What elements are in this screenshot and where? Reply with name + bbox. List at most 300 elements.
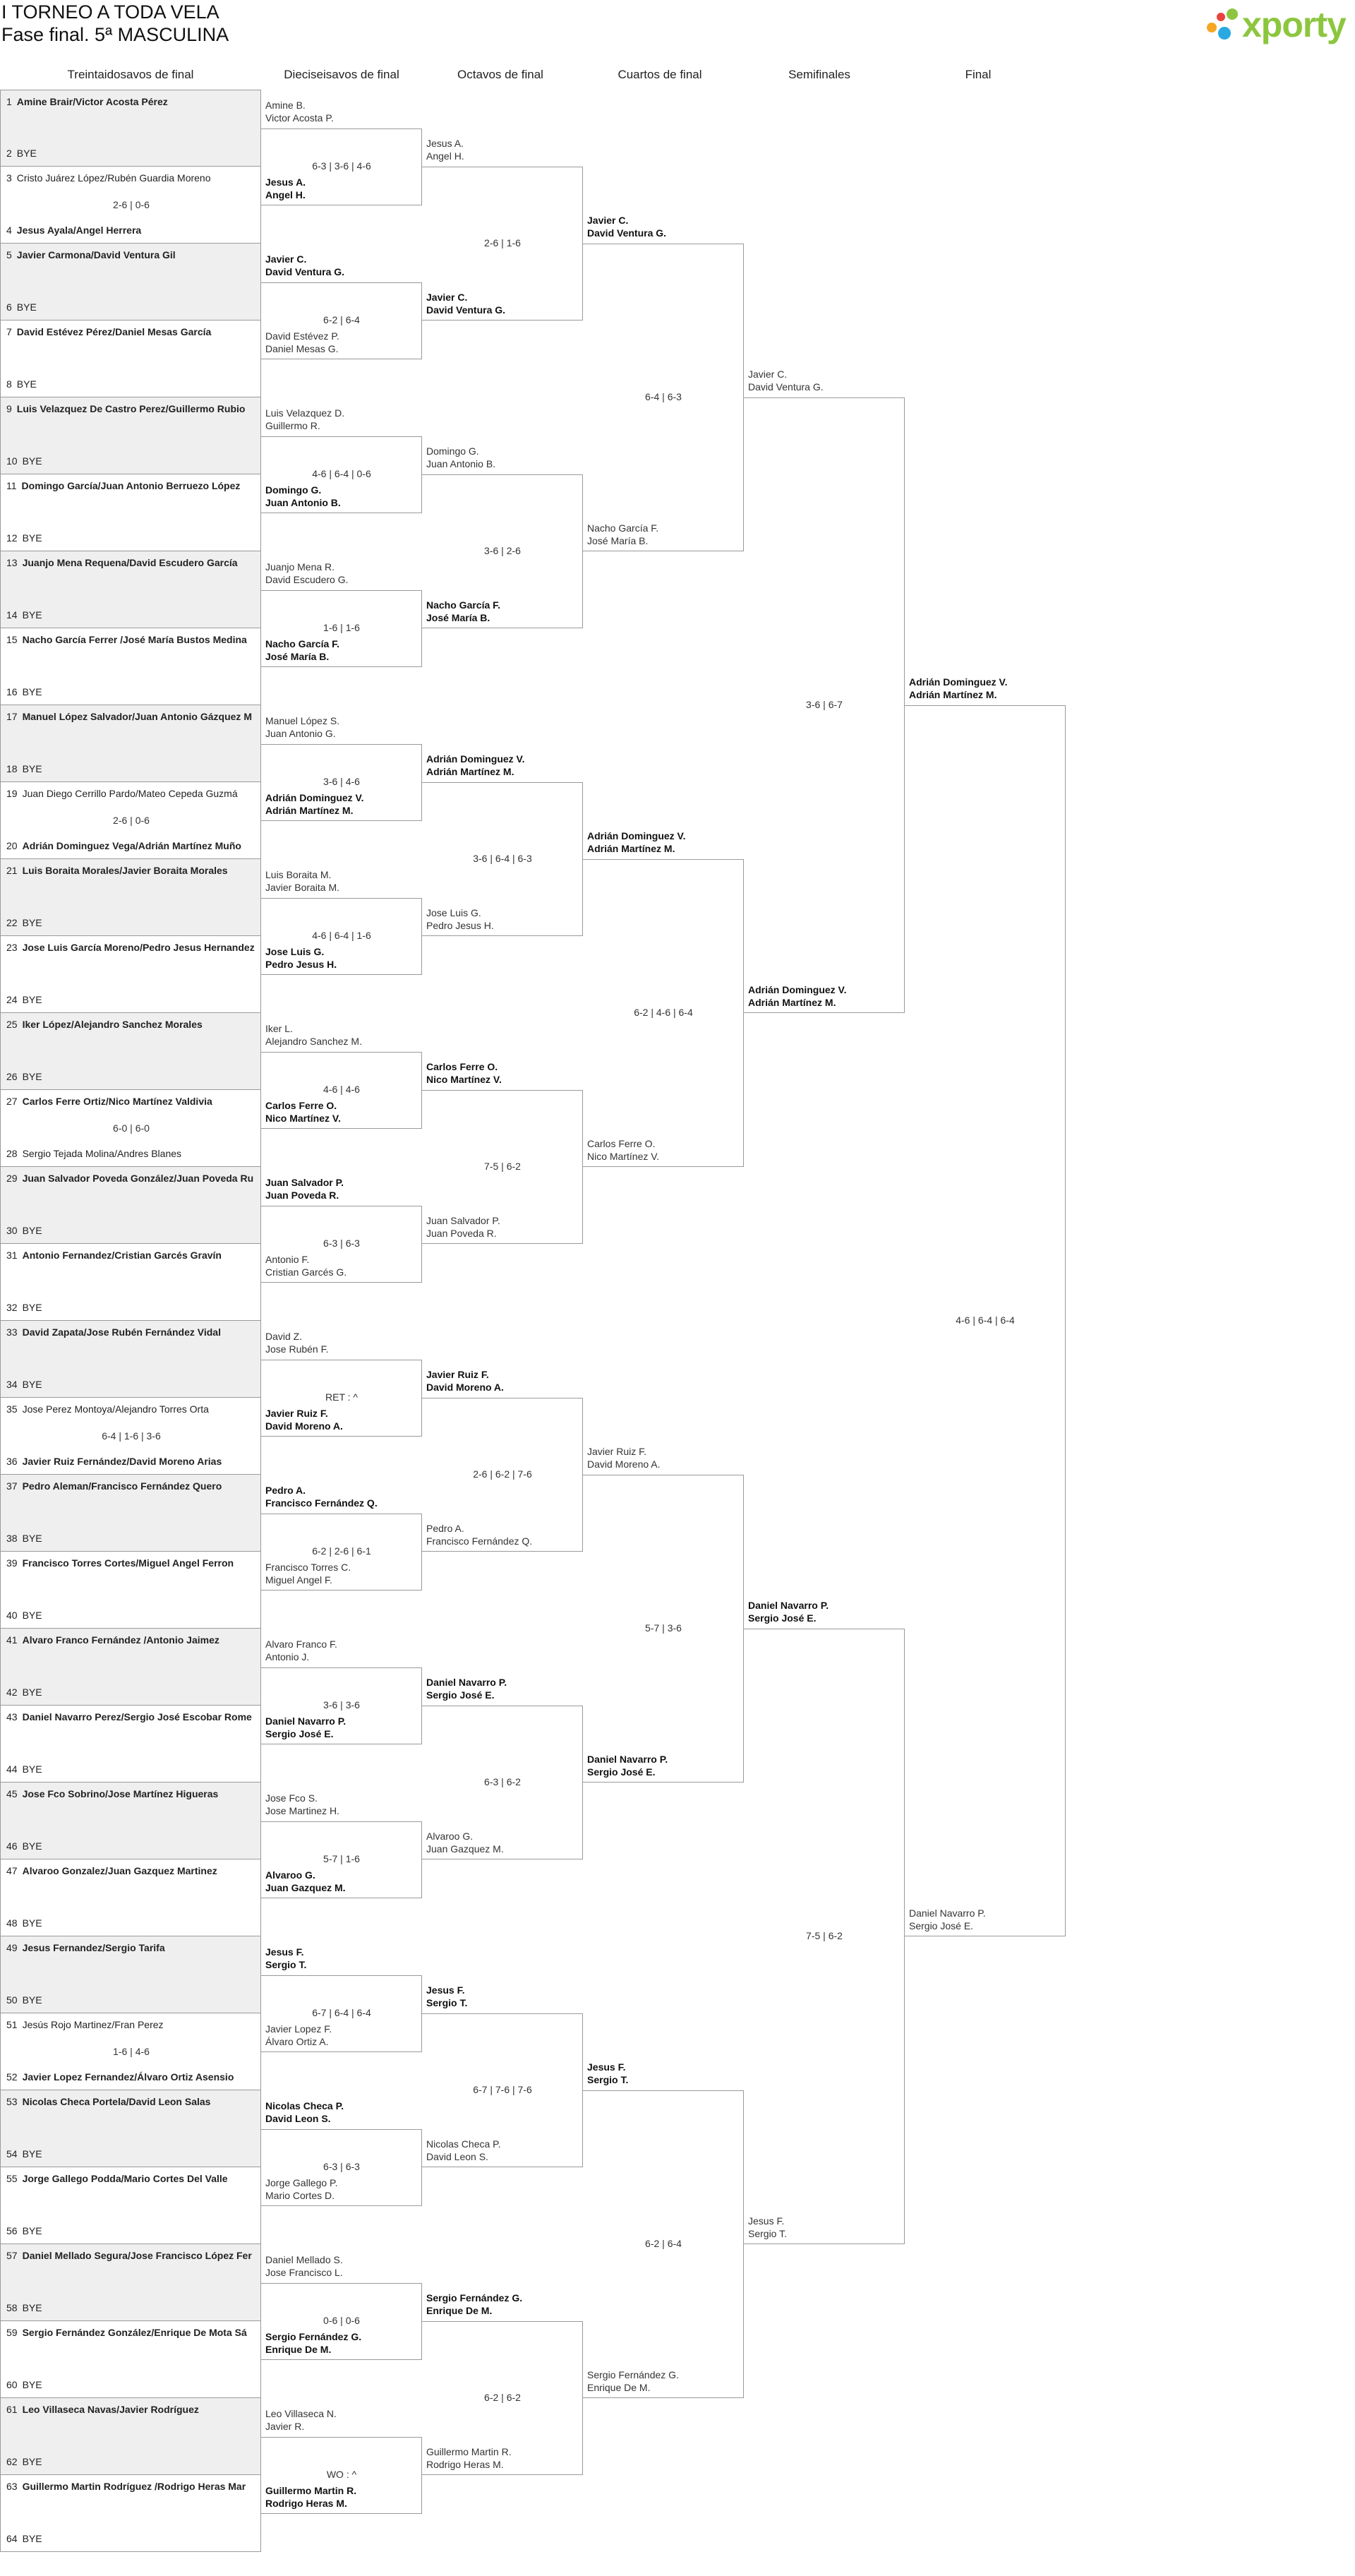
seed-number: 4 (6, 224, 12, 236)
player-entry[interactable] (6, 2071, 234, 2083)
team-player-name[interactable]: Rodrigo Heras M. (265, 2497, 347, 2509)
team-player-name[interactable]: Juan Antonio B. (426, 458, 496, 469)
team-player-name[interactable]: Juan Gazquez M. (265, 1881, 346, 1893)
player-entry[interactable] (6, 1917, 42, 1929)
team-player-name[interactable]: Carlos Ferre O. (265, 1099, 337, 1111)
team-player-name[interactable]: Francisco Fernández Q. (265, 1497, 378, 1509)
team-player-name[interactable]: Alejandro Sanchez M. (265, 1035, 362, 1047)
player-entry[interactable] (6, 1533, 42, 1544)
team-player-name[interactable]: Nico Martínez V. (426, 1074, 502, 1085)
player-name: Francisco Torres Cortes/Miguel Angel Ferron (22, 1557, 234, 1569)
player-entry[interactable] (6, 2019, 164, 2030)
seed-number: 26 (6, 1071, 18, 1082)
player-entry[interactable] (6, 2379, 42, 2390)
team-player-name[interactable]: David Ventura G. (426, 304, 506, 316)
seed-number: 64 (6, 2533, 18, 2544)
player-entry[interactable] (6, 1788, 218, 1799)
team-player-name[interactable]: Adrián Dominguez V. (748, 984, 847, 995)
player-entry[interactable] (6, 763, 42, 774)
seed-number: 25 (6, 1019, 18, 1030)
player-name: BYE (22, 1379, 42, 1390)
seed-number: 49 (6, 1942, 18, 1953)
team-player-name[interactable]: Javier C. (748, 369, 788, 380)
team-player-name[interactable]: Juan Antonio G. (265, 727, 336, 739)
team-player-name[interactable]: Luis Velazquez D. (265, 407, 345, 419)
seed-number: 32 (6, 1302, 18, 1313)
player-entry[interactable] (6, 788, 238, 799)
team-player-name[interactable]: David Moreno A. (587, 1458, 661, 1470)
match-score: 6-2 | 2-6 | 6-1 (312, 1545, 371, 1557)
player-entry[interactable] (6, 378, 37, 390)
player-entry[interactable] (6, 2148, 42, 2159)
match-cell[interactable] (0, 320, 261, 397)
match-cell[interactable] (0, 1013, 261, 1090)
team-player-name[interactable]: Sergio Fernández G. (587, 2369, 679, 2380)
team-player-name[interactable]: Juan Poveda R. (265, 1189, 339, 1201)
team-player-name[interactable]: Juan Gazquez M. (426, 1843, 504, 1855)
team-player-name[interactable]: Jose Rubén F. (265, 1343, 329, 1355)
player-entry[interactable] (6, 249, 176, 260)
match-score: 2-6 | 0-6 (113, 815, 150, 826)
team-player-name[interactable]: Javier Ruiz F. (265, 1407, 328, 1419)
team-player-name[interactable]: Adrián Dominguez V. (265, 791, 364, 803)
match-cell[interactable] (0, 2475, 261, 2552)
team-player-name[interactable]: Alvaroo G. (426, 1831, 474, 1842)
seed-number: 36 (6, 1456, 18, 1467)
team-player-name[interactable]: Nico Martínez V. (587, 1151, 660, 1162)
player-entry[interactable] (6, 2456, 42, 2467)
team-player-name[interactable]: Daniel Navarro P. (909, 1907, 986, 1919)
player-name: Pedro Aleman/Francisco Fernández Quero (22, 1480, 222, 1492)
team-player-name[interactable]: Daniel Mellado S. (265, 2253, 343, 2265)
team-player-name[interactable]: Jose Martinez H. (265, 1804, 340, 1816)
team-player-name[interactable]: Amine B. (265, 99, 306, 111)
team-player-name[interactable]: Rodrigo Heras M. (426, 2459, 504, 2470)
player-entry[interactable] (6, 686, 42, 697)
player-entry[interactable] (6, 1994, 42, 2006)
team-player-name[interactable]: Daniel Mesas G. (265, 342, 339, 354)
team-player-name[interactable]: Jesus A. (265, 176, 306, 188)
match-cell[interactable] (0, 1552, 261, 1629)
seed-number: 33 (6, 1326, 18, 1338)
team-player-name[interactable]: Daniel Navarro P. (426, 1677, 507, 1688)
team-player-name[interactable]: Sergio Fernández G. (265, 2330, 362, 2342)
team-player-name[interactable]: Daniel Navarro P. (748, 1600, 829, 1611)
player-entry[interactable] (6, 2533, 42, 2544)
team-player-name[interactable]: Luis Boraita M. (265, 868, 332, 880)
team-player-name[interactable]: Nicolas Checa P. (426, 2138, 501, 2150)
seed-number: 54 (6, 2148, 18, 2159)
team-player-name[interactable]: José María B. (426, 612, 490, 623)
team-player-name[interactable]: Adrián Dominguez V. (426, 753, 525, 765)
seed-number: 3 (6, 172, 12, 184)
team-player-name[interactable]: Nicolas Checa P. (265, 2099, 344, 2111)
match-score: 6-4 | 6-3 (645, 391, 682, 402)
seed-number: 58 (6, 2302, 18, 2313)
match-score: 6-0 | 6-0 (113, 1122, 150, 1134)
match-cell[interactable] (0, 244, 261, 320)
team-player-name[interactable]: Carlos Ferre O. (426, 1061, 498, 1072)
seed-number: 52 (6, 2071, 18, 2083)
player-entry[interactable] (6, 2096, 210, 2107)
match-cell[interactable] (0, 551, 261, 628)
player-entry[interactable] (6, 1687, 42, 1698)
team-player-name[interactable]: Pedro Jesus H. (265, 958, 337, 970)
team-player-name[interactable]: Enrique De M. (265, 2343, 332, 2355)
team-player-name[interactable]: Adrián Martínez M. (426, 766, 514, 777)
player-entry[interactable] (6, 942, 255, 953)
team-player-name[interactable]: Adrián Dominguez V. (587, 830, 686, 841)
player-name: Sergio Fernández González/Enrique De Mota Sá (22, 2327, 247, 2338)
team-player-name[interactable]: Iker L. (265, 1022, 293, 1034)
player-entry[interactable] (6, 1071, 42, 1082)
seed-number: 38 (6, 1533, 18, 1544)
player-entry[interactable] (6, 634, 247, 645)
match-cell[interactable] (0, 2013, 261, 2090)
team-player-name[interactable]: Antonio J. (265, 1651, 310, 1663)
match-score: 3-6 | 3-6 (323, 1699, 360, 1711)
seed-number: 15 (6, 634, 18, 645)
team-player-name[interactable]: Guillermo Martin R. (265, 2484, 357, 2496)
team-player-name[interactable]: Daniel Navarro P. (265, 1715, 347, 1727)
seed-number: 10 (6, 455, 18, 467)
match-cell[interactable] (0, 1859, 261, 1936)
team-player-name[interactable]: Sergio José E. (748, 1612, 817, 1624)
player-entry[interactable] (6, 865, 228, 876)
seed-number: 24 (6, 994, 18, 1005)
match-cell[interactable] (0, 90, 261, 167)
player-entry[interactable] (6, 2250, 252, 2261)
team-player-name[interactable]: Leo Villaseca N. (265, 2407, 337, 2419)
team-player-name[interactable]: Guillermo Martin R. (426, 2446, 512, 2457)
seed-number: 61 (6, 2404, 18, 2415)
match-cell[interactable] (0, 1321, 261, 1398)
player-entry[interactable] (6, 994, 42, 1005)
team-player-name[interactable]: Jesus F. (426, 1984, 465, 1996)
player-entry[interactable] (6, 1711, 252, 1723)
team-player-name[interactable]: José María B. (265, 650, 330, 662)
player-entry[interactable] (6, 1173, 253, 1184)
team-player-name[interactable]: Sergio Fernández G. (426, 2292, 523, 2304)
team-player-name[interactable]: Jose Luis G. (265, 945, 325, 957)
match-cell[interactable] (0, 2321, 261, 2398)
player-entry[interactable] (6, 1456, 222, 1467)
player-name: Jose Perez Montoya/Alejandro Torres Orta (22, 1403, 209, 1415)
team-player-name[interactable]: Francisco Fernández Q. (426, 1535, 533, 1547)
team-player-name[interactable]: David Ventura G. (265, 265, 345, 277)
team-player-name[interactable]: Álvaro Ortiz A. (265, 2035, 329, 2047)
player-entry[interactable] (6, 1250, 222, 1261)
match-cell[interactable] (0, 167, 261, 244)
team-player-name[interactable]: Jose Luis G. (426, 907, 481, 918)
player-name: Luis Velazquez De Castro Perez/Guillermo Rubio (16, 403, 246, 414)
team-player-name[interactable]: Juan Salvador P. (426, 1215, 500, 1226)
logo-text: xporty (1242, 5, 1346, 44)
team-player-name[interactable]: Victor Acosta P. (265, 112, 334, 124)
team-player-name[interactable]: Cristian Garcés G. (265, 1266, 347, 1278)
match-cell[interactable] (0, 936, 261, 1013)
player-entry[interactable] (6, 557, 238, 568)
team-player-name[interactable]: Juan Salvador P. (265, 1176, 344, 1188)
match-cell[interactable] (0, 2090, 261, 2167)
player-entry[interactable] (6, 2173, 228, 2184)
seed-number: 60 (6, 2379, 18, 2390)
team-player-name[interactable]: David Z. (265, 1330, 303, 1342)
match-cell[interactable] (0, 2244, 261, 2321)
match-cell[interactable] (0, 474, 261, 551)
player-entry[interactable] (6, 2327, 247, 2338)
match-score: 6-2 | 6-4 (645, 2238, 682, 2249)
seed-number: 53 (6, 2096, 18, 2107)
team-player-name[interactable]: Sergio José E. (587, 1766, 656, 1778)
team-player-name[interactable]: Manuel López S. (265, 714, 340, 726)
match-cell[interactable] (0, 1475, 261, 1552)
player-entry[interactable] (6, 1634, 219, 1646)
player-entry[interactable] (6, 148, 37, 159)
match-cell[interactable] (0, 705, 261, 782)
team-player-name[interactable]: Alvaro Franco F. (265, 1638, 337, 1650)
team-player-name[interactable]: Pedro Jesus H. (426, 920, 494, 931)
team-player-name[interactable]: Jose Francisco L. (265, 2266, 343, 2278)
player-entry[interactable] (6, 1326, 221, 1338)
player-entry[interactable] (6, 301, 37, 313)
match-score: 4-6 | 6-4 | 0-6 (312, 468, 371, 479)
player-entry[interactable] (6, 2481, 246, 2492)
team-player-name[interactable]: Adrián Martínez M. (748, 997, 836, 1008)
team-player-name[interactable]: Francisco Torres C. (265, 1561, 351, 1573)
team-player-name[interactable]: David Moreno A. (426, 1382, 504, 1393)
player-name: BYE (16, 148, 37, 159)
round-header: Treintaidosavos de final (67, 68, 194, 81)
team-player-name[interactable]: Javier Boraita M. (265, 881, 340, 893)
logo-dot-icon (1207, 23, 1217, 32)
player-entry[interactable] (6, 1763, 42, 1775)
player-entry[interactable] (6, 2225, 42, 2236)
seed-number: 9 (6, 403, 12, 414)
team-player-name[interactable]: Sergio T. (587, 2074, 629, 2085)
player-entry[interactable] (6, 1942, 165, 1953)
player-name: Jesús Rojo Martinez/Fran Perez (22, 2019, 164, 2030)
team-player-name[interactable]: Sergio T. (426, 1997, 468, 2008)
seed-number: 37 (6, 1480, 18, 1492)
player-name: BYE (22, 763, 42, 774)
match-cell[interactable] (0, 1090, 261, 1167)
seed-number: 42 (6, 1687, 18, 1698)
team-player-name[interactable]: David Leon S. (265, 2112, 331, 2124)
player-name: BYE (22, 686, 42, 697)
team-player-name[interactable]: Jesus A. (426, 138, 464, 149)
team-player-name[interactable]: Pedro A. (265, 1484, 306, 1496)
seed-number: 63 (6, 2481, 18, 2492)
player-name: BYE (22, 1533, 42, 1544)
seed-number: 28 (6, 1148, 18, 1159)
player-name: Juanjo Mena Requena/David Escudero García (22, 557, 238, 568)
team-player-name[interactable]: Javier Ruiz F. (587, 1446, 647, 1457)
player-entry[interactable] (6, 1019, 203, 1030)
player-name: Jose Luis García Moreno/Pedro Jesus Hernandez (22, 942, 255, 953)
player-entry[interactable] (6, 1096, 212, 1107)
team-player-name[interactable]: Alvaroo G. (265, 1869, 315, 1881)
team-player-name[interactable]: Angel H. (265, 188, 306, 200)
match-cell[interactable] (0, 1167, 261, 1244)
player-entry[interactable] (6, 224, 141, 236)
team-player-name[interactable]: Javier Lopez F. (265, 2023, 332, 2035)
match-cell[interactable] (0, 1936, 261, 2013)
match-cell[interactable] (0, 1398, 261, 1475)
team-player-name[interactable]: David Ventura G. (587, 227, 667, 239)
match-score: 6-2 | 6-2 (484, 2392, 521, 2403)
match-cell[interactable] (0, 1629, 261, 1706)
team-player-name[interactable]: Adrián Martínez M. (909, 689, 997, 700)
player-entry[interactable] (6, 711, 252, 722)
player-name: BYE (22, 2225, 42, 2236)
player-entry[interactable] (6, 1225, 42, 1236)
match-cell[interactable] (0, 628, 261, 705)
team-player-name[interactable]: Adrián Martínez M. (265, 804, 354, 816)
team-player-name[interactable]: José María B. (587, 535, 649, 546)
match-score: 0-6 | 0-6 (323, 2315, 360, 2326)
seed-number: 45 (6, 1788, 18, 1799)
team-player-name[interactable]: Nacho García F. (265, 637, 340, 649)
player-entry[interactable] (6, 1610, 42, 1621)
team-player-name[interactable]: Sergio José E. (265, 1727, 334, 1739)
match-score: 7-5 | 6-2 (806, 1930, 843, 1941)
team-player-name[interactable]: Domingo G. (426, 445, 479, 457)
match-score: 6-4 | 1-6 | 3-6 (102, 1430, 161, 1442)
match-score: WO : ^ (326, 2469, 357, 2480)
seed-number: 48 (6, 1917, 18, 1929)
team-player-name[interactable]: Angel H. (426, 150, 464, 162)
player-name: Daniel Navarro Perez/Sergio José Escobar Rome (22, 1711, 252, 1723)
team-player-name[interactable]: Jesus F. (748, 2215, 785, 2227)
team-player-name[interactable]: Miguel Angel F. (265, 1574, 332, 1586)
team-player-name[interactable]: Sergio José E. (909, 1920, 974, 1931)
player-entry[interactable] (6, 172, 211, 184)
match-score: 4-6 | 4-6 (323, 1084, 360, 1095)
player-name: Jose Fco Sobrino/Jose Martínez Higueras (22, 1788, 219, 1799)
team-player-name[interactable]: Jesus F. (265, 1946, 304, 1958)
player-entry[interactable] (6, 532, 42, 544)
team-player-name[interactable]: Enrique De M. (426, 2305, 493, 2316)
match-cell[interactable] (0, 2398, 261, 2475)
team-player-name[interactable]: Adrián Dominguez V. (909, 676, 1008, 688)
player-name: Javier Carmona/David Ventura Gil (16, 249, 176, 260)
player-name: Daniel Mellado Segura/Jose Francisco López Fer (22, 2250, 252, 2261)
logo-dot-icon (1227, 8, 1238, 20)
match-score: 6-3 | 6-3 (323, 2161, 360, 2172)
match-cell[interactable] (0, 782, 261, 859)
round-header: Final (965, 68, 992, 81)
team-player-name[interactable]: Nico Martínez V. (265, 1112, 341, 1124)
player-entry[interactable] (6, 1865, 217, 1876)
player-entry[interactable] (6, 609, 42, 621)
player-name: Iker López/Alejandro Sanchez Morales (22, 1019, 203, 1030)
player-name: BYE (22, 2379, 42, 2390)
player-entry[interactable] (6, 1557, 234, 1569)
player-entry[interactable] (6, 917, 42, 928)
team-player-name[interactable]: Nacho García F. (587, 522, 659, 534)
team-player-name[interactable]: Domingo G. (265, 484, 322, 496)
player-name: Antonio Fernandez/Cristian Garcés Gravín (22, 1250, 222, 1261)
match-cell[interactable] (0, 1706, 261, 1783)
player-entry[interactable] (6, 1403, 209, 1415)
match-cell[interactable] (0, 2167, 261, 2244)
player-entry[interactable] (6, 1302, 42, 1313)
team-player-name[interactable]: David Ventura G. (748, 381, 824, 393)
player-entry[interactable] (6, 1480, 222, 1492)
team-player-name[interactable]: Juan Poveda R. (426, 1228, 497, 1239)
team-player-name[interactable]: Daniel Navarro P. (587, 1754, 668, 1765)
seed-number: 31 (6, 1250, 18, 1261)
team-player-name[interactable]: David Moreno A. (265, 1420, 343, 1432)
match-cell[interactable] (0, 1783, 261, 1859)
team-player-name[interactable]: Jesus F. (587, 2061, 626, 2073)
player-entry[interactable] (6, 403, 245, 414)
player-name: BYE (22, 1225, 42, 1236)
player-entry[interactable] (6, 2302, 42, 2313)
team-player-name[interactable]: Javier R. (265, 2420, 305, 2432)
xporty-logo[interactable] (1200, 3, 1355, 48)
team-player-name[interactable]: Adrián Martínez M. (587, 843, 675, 854)
team-player-name[interactable]: Jorge Gallego P. (265, 2176, 338, 2188)
seed-number: 5 (6, 249, 12, 260)
team-player-name[interactable]: Carlos Ferre O. (587, 1138, 656, 1149)
player-entry[interactable] (6, 1379, 42, 1390)
seed-number: 17 (6, 711, 18, 722)
team-player-name[interactable]: Javier C. (587, 215, 629, 226)
team-player-name[interactable]: Sergio T. (748, 2228, 787, 2239)
match-cell[interactable] (0, 859, 261, 936)
team-player-name[interactable]: Sergio T. (265, 1958, 307, 1970)
player-entry[interactable] (6, 96, 168, 107)
match-score: 4-6 | 6-4 | 1-6 (312, 930, 371, 941)
player-entry[interactable] (6, 1148, 181, 1159)
team-player-name[interactable]: Guillermo R. (265, 419, 320, 431)
team-player-name[interactable]: Antonio F. (265, 1253, 310, 1265)
team-player-name[interactable]: Pedro A. (426, 1523, 464, 1534)
team-player-name[interactable]: Enrique De M. (587, 2382, 651, 2393)
match-cell[interactable] (0, 397, 261, 474)
team-player-name[interactable]: Javier C. (426, 292, 468, 303)
seed-number: 29 (6, 1173, 18, 1184)
seed-number: 59 (6, 2327, 18, 2338)
player-entry[interactable] (6, 840, 241, 851)
seed-number: 11 (6, 480, 17, 491)
team-player-name[interactable]: Juan Antonio B. (265, 496, 341, 508)
team-player-name[interactable]: Nacho García F. (426, 599, 501, 611)
team-player-name[interactable]: Juanjo Mena R. (265, 561, 335, 573)
team-player-name[interactable]: Javier C. (265, 253, 307, 265)
player-entry[interactable] (6, 1840, 42, 1852)
team-player-name[interactable]: Mario Cortes D. (265, 2189, 335, 2201)
team-player-name[interactable]: David Escudero G. (265, 573, 349, 585)
player-name: BYE (16, 301, 37, 313)
player-entry[interactable] (6, 2404, 199, 2415)
team-player-name[interactable]: David Estévez P. (265, 330, 339, 342)
seed-number: 14 (6, 609, 18, 621)
player-name: BYE (22, 2302, 42, 2313)
tournament-subtitle: Fase final. 5ª MASCULINA (1, 24, 229, 45)
team-player-name[interactable]: Javier Ruiz F. (426, 1369, 489, 1380)
player-entry[interactable] (6, 326, 211, 337)
team-player-name[interactable]: Sergio José E. (426, 1689, 495, 1701)
player-entry[interactable] (6, 480, 240, 491)
team-player-name[interactable]: David Leon S. (426, 2151, 488, 2162)
seed-number: 22 (6, 917, 18, 928)
match-cell[interactable] (0, 1244, 261, 1321)
team-player-name[interactable]: Jose Fco S. (265, 1792, 318, 1804)
player-entry[interactable] (6, 455, 42, 467)
